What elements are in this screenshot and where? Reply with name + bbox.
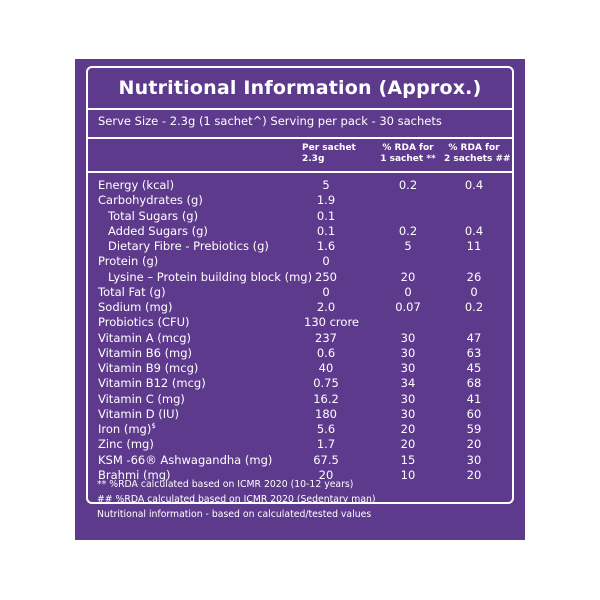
nutrient-name: Vitamin B12 (mcg) [98,376,206,391]
serve-size-line: Serve Size - 2.3g (1 sachet^) Serving per pack - 30 sachets [98,114,442,128]
per-sachet-value: 67.5 [313,452,339,467]
nutrient-row [98,285,506,300]
rda-1-sachet-value: 0.2 [398,178,418,192]
rda-2-sachets-value: 11 [466,239,482,253]
rda-2-sachets-value: 0 [470,284,478,299]
per-sachet-value: 0.75 [313,376,339,391]
rda-2-sachets-value: 59 [466,422,482,436]
footnotes [97,477,376,522]
divider [88,108,512,110]
nutrient-name: Probiotics (CFU) [98,315,190,330]
per-sachet-value: 5.6 [316,422,336,436]
per-sachet-value: 5 [322,178,330,192]
rda-2-sachets-value: 26 [466,269,482,284]
divider [88,171,512,173]
per-sachet-value: 250 [315,269,337,284]
nutrient-row [98,361,506,376]
nutrient-name: Protein (g) [98,254,159,269]
per-sachet-value: 1.6 [316,239,336,253]
per-sachet-value: 180 [315,406,337,421]
nutrient-name: Vitamin B9 (mcg) [98,361,199,375]
nutrient-row [98,376,506,391]
rda-2-sachets-value: 30 [466,452,482,467]
nutrient-name: Carbohydrates (g) [98,193,203,208]
nutrient-name: Vitamin A (mcg) [98,330,192,345]
nutrient-name: Lysine – Protein building block (mg) [108,269,313,284]
nutrient-rows [98,178,506,483]
column-header-rda-1-sachet: % RDA for 1 sachet ** [380,143,436,164]
rda-2-sachets-value: 0.4 [464,178,484,192]
nutrient-name: Total Sugars (g) [108,208,199,223]
nutrient-name: Vitamin B6 (mg) [98,345,193,360]
nutrient-name: Vitamin C (mg) [98,391,185,406]
rda-1-sachet-value: 30 [400,391,416,406]
rda-2-sachets-value: 47 [466,330,482,345]
footnote: ## %RDA calculated based on ICMR 2020 (Sedentary man) [97,494,376,505]
per-sachet-value: 1.7 [316,437,336,452]
per-sachet-value: 16.2 [313,391,339,406]
rda-2-sachets-value: 63 [466,345,482,360]
nutrient-name: Dietary Fibre - Prebiotics (g) [108,239,269,253]
per-sachet-value: 0 [322,284,330,299]
rda-1-sachet-value: 10 [400,467,416,482]
rda-1-sachet-value: 0.07 [395,300,421,314]
nutrient-row [98,315,506,330]
per-sachet-value: 130 crore [304,315,359,330]
per-sachet-value: 40 [318,361,334,375]
nutrient-row [98,346,506,361]
nutrient-row [98,239,506,254]
column-header-per-sachet: Per sachet 2.3g [302,143,356,164]
nutrient-row [98,437,506,452]
rda-1-sachet-value: 0.2 [398,223,418,238]
footnote: ** %RDA calculated based on ICMR 2020 (10-12 years) [97,479,354,490]
rda-1-sachet-value: 15 [400,452,416,467]
rda-1-sachet-value: 30 [400,345,416,360]
per-sachet-value: 237 [315,330,337,345]
column-header-rda-2-sachets: % RDA for 2 sachets ## [444,143,511,164]
nutrient-row [98,392,506,407]
rda-2-sachets-value: 60 [466,406,482,421]
nutrient-name: Energy (kcal) [98,178,175,192]
nutrient-row [98,178,506,193]
per-sachet-value: 0.6 [316,345,336,360]
nutrient-superscript: $ [151,422,156,431]
rda-1-sachet-value: 20 [400,422,416,436]
nutrient-name: Total Fat (g) [98,284,166,299]
nutrient-name: Vitamin D (IU) [98,406,179,421]
rda-2-sachets-value: 0.4 [464,223,484,238]
divider [88,137,512,139]
nutrient-name: Zinc (mg) [98,437,154,452]
rda-1-sachet-value: 30 [400,406,416,421]
nutrient-row [98,331,506,346]
nutrition-panel [75,59,525,540]
per-sachet-value: 0.1 [316,223,336,238]
rda-1-sachet-value: 30 [400,330,416,345]
per-sachet-value: 0.1 [316,208,336,223]
nutrient-row [98,193,506,208]
per-sachet-value: 0 [322,254,330,269]
rda-2-sachets-value: 45 [466,361,482,375]
per-sachet-value: 2.0 [316,300,336,314]
nutrient-name: Brahmi (mg) [98,467,171,482]
rda-2-sachets-value: 20 [466,437,482,452]
nutrient-row [98,224,506,239]
per-sachet-value: 20 [318,467,334,482]
rda-2-sachets-value: 20 [466,467,482,482]
nutrient-row [98,254,506,269]
per-sachet-value: 1.9 [316,193,336,208]
rda-1-sachet-value: 30 [400,361,416,375]
rda-1-sachet-value: 0 [404,284,412,299]
rda-2-sachets-value: 68 [466,376,482,391]
nutrient-row [98,407,506,422]
nutrient-row [98,300,506,315]
rda-1-sachet-value: 20 [400,437,416,452]
rda-2-sachets-value: 41 [466,391,482,406]
nutrient-row [98,453,506,468]
nutrition-table-frame [86,66,514,504]
rda-1-sachet-value: 5 [404,239,412,253]
nutrient-name: KSM -66® Ashwagandha (mg) [98,452,273,467]
rda-1-sachet-value: 34 [400,376,416,391]
rda-1-sachet-value: 20 [400,269,416,284]
nutrient-row [98,422,506,437]
rda-2-sachets-value: 0.2 [464,300,484,314]
nutrient-name: Iron (mg)$ [98,422,156,436]
nutrient-name: Sodium (mg) [98,300,173,314]
nutrition-title: Nutritional Information (Approx.) [118,77,482,99]
nutrient-row [98,270,506,285]
nutrient-row [98,209,506,224]
footnote: Nutritional information - based on calculated/tested values [97,509,372,520]
nutrient-name: Added Sugars (g) [108,223,208,238]
